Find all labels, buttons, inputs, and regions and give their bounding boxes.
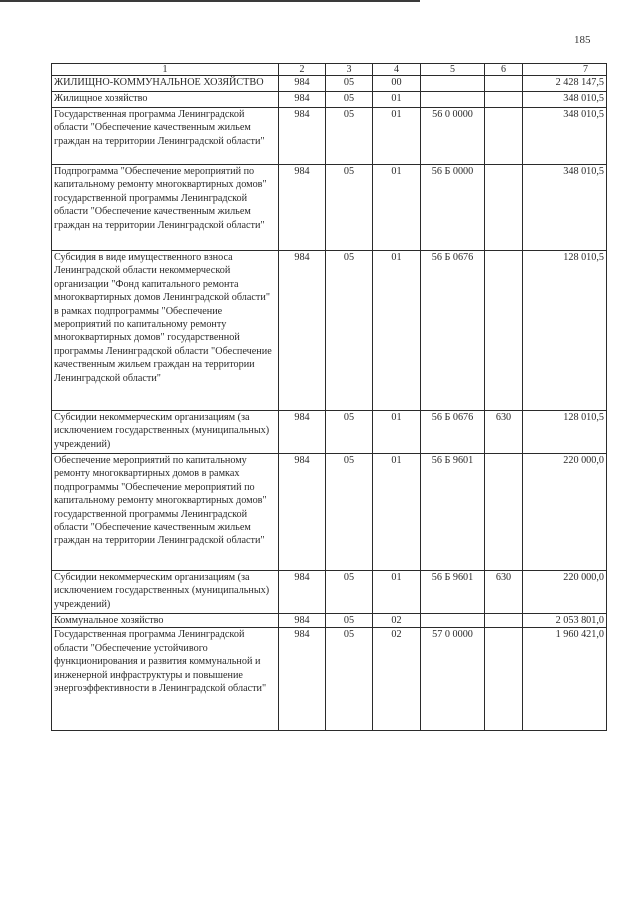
row-subsection: 01 [373,571,421,614]
row-subsection: 00 [373,76,421,92]
row-expense-type [485,165,523,251]
column-number-row [52,64,607,76]
row-section: 05 [326,108,373,165]
row-subsection: 01 [373,251,421,411]
row-section: 05 [326,165,373,251]
row-section: 05 [326,614,373,628]
row-target-article [421,76,485,92]
row-name: Субсидии некоммерческим организациям (за исключением государственных (муниципальных) учреждений) [52,411,279,454]
row-grbs: 984 [279,108,326,165]
table-row [52,411,607,454]
row-expense-type [485,614,523,628]
row-grbs: 984 [279,411,326,454]
row-name: Государственная программа Ленинградской области "Обеспечение устойчивого функционирования и развития коммунальной и инженерной инфраструктуры и повышение энергоэффективности в Ленинградской области" [52,628,279,731]
row-section: 05 [326,454,373,571]
row-subsection: 02 [373,628,421,731]
row-amount: 2 053 801,0 [523,614,607,628]
row-amount: 128 010,5 [523,251,607,411]
row-name: Субсидии некоммерческим организациям (за исключением государственных (муниципальных) учреждений) [52,571,279,614]
row-section: 05 [326,628,373,731]
table-row [52,251,607,411]
row-target-article [421,92,485,108]
row-target-article: 56 Б 0676 [421,251,485,411]
column-number: 6 [485,64,523,76]
row-section: 05 [326,76,373,92]
row-amount: 1 960 421,0 [523,628,607,731]
row-subsection: 01 [373,165,421,251]
table-row [52,108,607,165]
column-number: 1 [52,64,279,76]
row-section: 05 [326,571,373,614]
budget-table [51,63,607,731]
row-amount: 348 010,5 [523,92,607,108]
row-subsection: 02 [373,614,421,628]
row-expense-type: 630 [485,571,523,614]
row-target-article: 57 0 0000 [421,628,485,731]
row-grbs: 984 [279,92,326,108]
page-number: 185 [574,34,591,46]
row-subsection: 01 [373,108,421,165]
row-amount: 128 010,5 [523,411,607,454]
column-number: 7 [523,64,607,76]
row-grbs: 984 [279,76,326,92]
table-row [52,76,607,92]
row-expense-type [485,76,523,92]
row-amount: 220 000,0 [523,454,607,571]
row-target-article: 56 Б 9601 [421,571,485,614]
row-subsection: 01 [373,411,421,454]
row-expense-type: 630 [485,411,523,454]
row-name: Обеспечение мероприятий по капитальному ремонту многоквартирных домов в рамках подпрограммы "Обеспечение мероприятий по капитальному ремонту многоквартирных домов" государственной программы Ленинградской области "Обеспечение качественным жильем граждан на территории Ленинградской области" [52,454,279,571]
row-amount: 348 010,5 [523,165,607,251]
top-border-line [0,0,420,2]
row-grbs: 984 [279,454,326,571]
table-row [52,454,607,571]
row-amount: 220 000,0 [523,571,607,614]
row-grbs: 984 [279,628,326,731]
row-expense-type [485,92,523,108]
row-target-article: 56 Б 0000 [421,165,485,251]
row-name: Субсидия в виде имущественного взноса Ленинградской области некоммерческой организации "Фонд капитального ремонта многоквартирных домов Ленинградской области" в рамках подпрограммы "Обеспечение мероприятий по капитальному ремонту многоквартирных домов" государственной программы Ленинградской области "Обеспечение качественным жильем граждан на территории Ленинградской области" [52,251,279,411]
row-section: 05 [326,92,373,108]
row-subsection: 01 [373,92,421,108]
row-name: Коммунальное хозяйство [52,614,279,628]
table-row [52,628,607,731]
row-name: Подпрограмма "Обеспечение мероприятий по капитальному ремонту многоквартирных домов" государственной программы Ленинградской области "Обеспечение качественным жильем граждан на территории Ленинградской области" [52,165,279,251]
row-expense-type [485,251,523,411]
row-expense-type [485,454,523,571]
table-row [52,571,607,614]
row-subsection: 01 [373,454,421,571]
column-number: 2 [279,64,326,76]
table-row [52,92,607,108]
row-grbs: 984 [279,165,326,251]
row-name: Жилищное хозяйство [52,92,279,108]
table-row [52,614,607,628]
row-target-article: 56 Б 9601 [421,454,485,571]
row-name: Государственная программа Ленинградской области "Обеспечение качественным жильем граждан на территории Ленинградской области" [52,108,279,165]
row-section: 05 [326,411,373,454]
row-target-article: 56 0 0000 [421,108,485,165]
column-number: 5 [421,64,485,76]
row-amount: 348 010,5 [523,108,607,165]
row-amount: 2 428 147,5 [523,76,607,92]
row-target-article: 56 Б 0676 [421,411,485,454]
row-section: 05 [326,251,373,411]
row-expense-type [485,628,523,731]
row-grbs: 984 [279,614,326,628]
row-grbs: 984 [279,571,326,614]
column-number: 4 [373,64,421,76]
row-name: ЖИЛИЩНО-КОММУНАЛЬНОЕ ХОЗЯЙСТВО [52,76,279,92]
row-target-article [421,614,485,628]
row-grbs: 984 [279,251,326,411]
row-expense-type [485,108,523,165]
table-row [52,165,607,251]
column-number: 3 [326,64,373,76]
